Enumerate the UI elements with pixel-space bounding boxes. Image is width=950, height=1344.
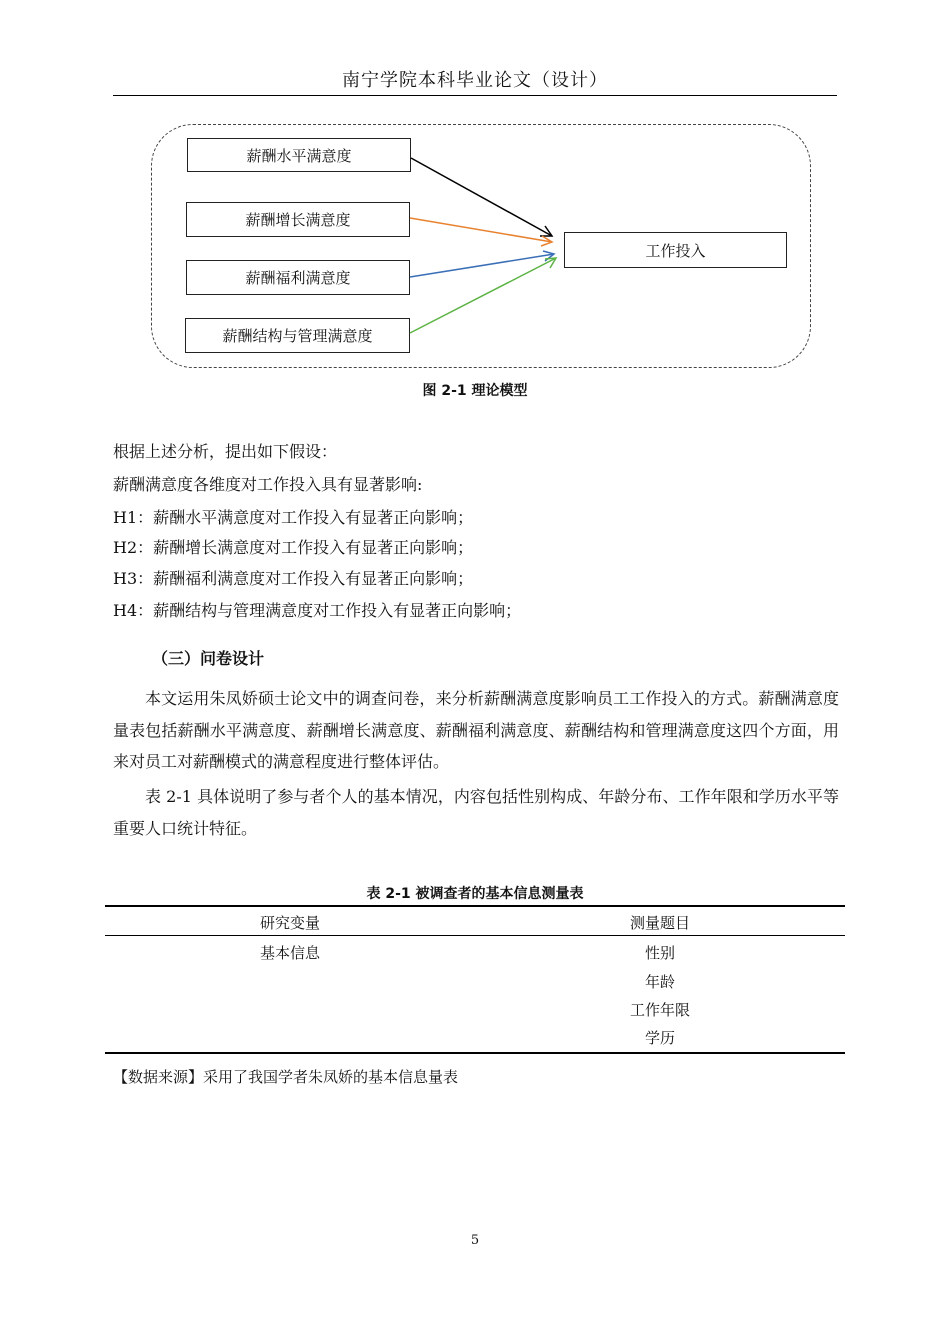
hypothesis-text: 薪酬水平满意度对工作投入有显著正向影响；: [153, 508, 474, 527]
box-work-engagement: 工作投入: [564, 232, 787, 268]
table-cell-item: 年龄: [644, 973, 675, 991]
arrow-growth: [410, 218, 552, 246]
hypothesis-h2: [113, 538, 473, 558]
hypothesis-h1: [113, 508, 473, 528]
box-salary-structure: 薪酬结构与管理满意度: [185, 318, 410, 353]
page-header-title: 南宁学院本科毕业论文（设计）: [342, 70, 608, 91]
arrow-level: [411, 158, 552, 236]
hypotheses-intro: 根据上述分析，提出如下假设：: [113, 442, 338, 461]
arrow-welfare: [410, 251, 554, 277]
table-bottom-rule: [105, 1052, 845, 1054]
hypothesis-h3: [113, 569, 473, 589]
model-arrows: [0, 0, 950, 420]
figure-caption: 图 2-1 理论模型: [422, 383, 528, 399]
paragraph-questionnaire: 本文运用朱凤娇硕士论文中的调查问卷，来分析薪酬满意度影响员工工作投入的方式。薪酬满意度量表包括薪酬水平满意度、薪酬增长满意度、薪酬福利满意度、薪酬结构和管理满意度这四个方面，用来对员工对薪酬模式的满意程度进行整体评估。: [113, 689, 839, 771]
hypothesis-text: 薪酬福利满意度对工作投入有显著正向影响；: [153, 569, 474, 588]
section-heading: （三）问卷设计: [152, 649, 265, 668]
arrow-structure: [410, 258, 556, 333]
table-header-items: 测量题目: [629, 914, 690, 932]
hypothesis-text: 薪酬增长满意度对工作投入有显著正向影响；: [153, 538, 474, 557]
page-number: 5: [470, 1233, 480, 1248]
hypothesis-label: H4：: [113, 601, 154, 620]
hypothesis-label: H2：: [113, 538, 154, 557]
hypothesis-label: H3：: [113, 569, 154, 588]
table-header-variable: 研究变量: [259, 914, 320, 932]
table-cell-item: 学历: [644, 1029, 675, 1047]
box-salary-growth: 薪酬增长满意度: [186, 202, 410, 237]
table-header-rule: [105, 935, 845, 936]
paragraph-table-intro: 表 2-1 具体说明了参与者个人的基本情况，内容包括性别构成、年龄分布、工作年限和学历水平等重要人口统计特征。: [113, 787, 839, 838]
table-caption: 表 2-1 被调查者的基本信息测量表: [366, 886, 584, 902]
hypothesis-h4: [113, 601, 521, 621]
box-salary-level: 薪酬水平满意度: [187, 138, 411, 172]
hypotheses-general: 薪酬满意度各维度对工作投入具有显著影响:: [113, 475, 423, 494]
table-cell-item: 性别: [644, 944, 675, 962]
box-salary-welfare: 薪酬福利满意度: [186, 260, 410, 295]
table-top-rule: [105, 905, 845, 907]
table-cell-item: 工作年限: [629, 1001, 690, 1019]
hypothesis-label: H1：: [113, 508, 154, 527]
hypothesis-text: 薪酬结构与管理满意度对工作投入有显著正向影响；: [153, 601, 522, 620]
data-source-note: 【数据来源】采用了我国学者朱凤娇的基本信息量表: [113, 1068, 459, 1086]
table-cell-variable: 基本信息: [259, 944, 320, 962]
